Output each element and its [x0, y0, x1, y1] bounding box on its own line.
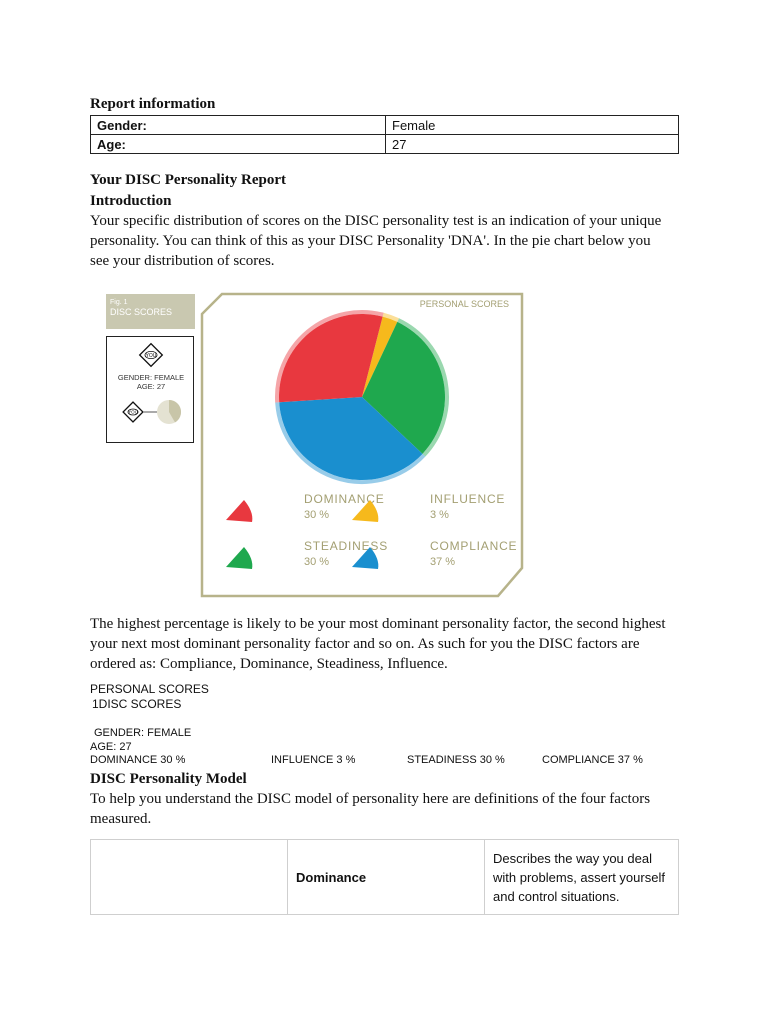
gender-value: Female — [386, 116, 679, 135]
fig-title: DISC SCORES — [110, 307, 173, 317]
text-age: AGE: 27 — [90, 741, 132, 753]
legend-name-dominance: DOMINANCE — [304, 492, 385, 506]
table-row — [91, 116, 679, 135]
text-score-influence: INFLUENCE 3 % — [271, 754, 356, 766]
intro-line: see your distribution of scores. — [90, 253, 275, 269]
highest-paragraph — [90, 614, 700, 674]
pie-chart — [277, 312, 447, 482]
highest-line: ordered as: Compliance, Dominance, Steadiness, Influence. — [90, 656, 448, 672]
age-value: 27 — [386, 135, 679, 154]
text-gender: GENDER: FEMALE — [94, 727, 192, 739]
definition-factor: Dominance — [288, 840, 485, 915]
fig-label-box — [106, 294, 195, 329]
legend-name-compliance: COMPLIANCE — [430, 539, 518, 553]
text-disc-scores: 1DISC SCORES — [92, 697, 182, 711]
card-age: AGE: 27 — [136, 382, 166, 391]
card-gender: GENDER: FEMALE — [117, 373, 185, 382]
legend-name-influence: INFLUENCE — [430, 492, 506, 506]
legend-value-dominance: 30 % — [304, 509, 330, 521]
table-row — [91, 840, 679, 915]
legend-value-steadiness: 30 % — [304, 556, 330, 568]
profile-card — [106, 336, 194, 443]
age-label: Age: — [91, 135, 386, 154]
disc-figure-panel — [200, 292, 526, 600]
gender-label: Gender: — [91, 116, 386, 135]
highest-line: The highest percentage is likely to be your most dominant personality factor, the second highest — [90, 616, 666, 632]
report-title: Your DISC Personality Report — [90, 172, 286, 188]
text-score-steadiness: STEADINESS 30 % — [407, 754, 505, 766]
definition-description: Describes the way you deal with problems, assert yourself and control situations. — [485, 840, 679, 915]
report-info-heading: Report information — [90, 96, 216, 112]
definition-empty-cell — [91, 840, 288, 915]
text-score-compliance: COMPLIANCE 37 % — [542, 754, 643, 766]
intro-line: personality. You can think of this as your DISC Personality 'DNA'. In the pie chart below you — [90, 233, 651, 249]
model-line: To help you understand the DISC model of personality here are definitions of the four factors — [90, 791, 651, 807]
legend-value-compliance: 37 % — [430, 556, 456, 568]
text-score-dominance: DOMINANCE 30 % — [90, 754, 186, 766]
you-diamond-icon — [140, 344, 163, 367]
svg-text:YOU: YOU — [128, 409, 138, 415]
highest-line: your next most dominant personality factor and so on. As such for you the DISC factors are — [90, 636, 640, 652]
model-line: measured. — [90, 811, 152, 827]
intro-paragraph — [90, 211, 690, 271]
panel-title: PERSONAL SCORES — [419, 299, 509, 309]
report-info-table — [90, 115, 679, 154]
table-row — [91, 135, 679, 154]
mini-pie-icon — [157, 400, 181, 424]
model-paragraph — [90, 789, 700, 829]
you-diamond-small-icon — [123, 402, 143, 422]
svg-text:YOU: YOU — [145, 352, 157, 359]
legend-value-influence: 3 % — [430, 509, 449, 521]
legend-name-steadiness: STEADINESS — [304, 539, 389, 553]
text-personal-scores: PERSONAL SCORES — [90, 682, 209, 696]
profile-card-graphics — [107, 337, 192, 441]
intro-heading: Introduction — [90, 193, 172, 209]
model-heading: DISC Personality Model — [90, 771, 247, 787]
intro-line: Your specific distribution of scores on the DISC personality test is an indication of your unique — [90, 213, 662, 229]
definitions-table — [90, 839, 679, 915]
fig-number: Fig. 1 — [110, 299, 128, 306]
